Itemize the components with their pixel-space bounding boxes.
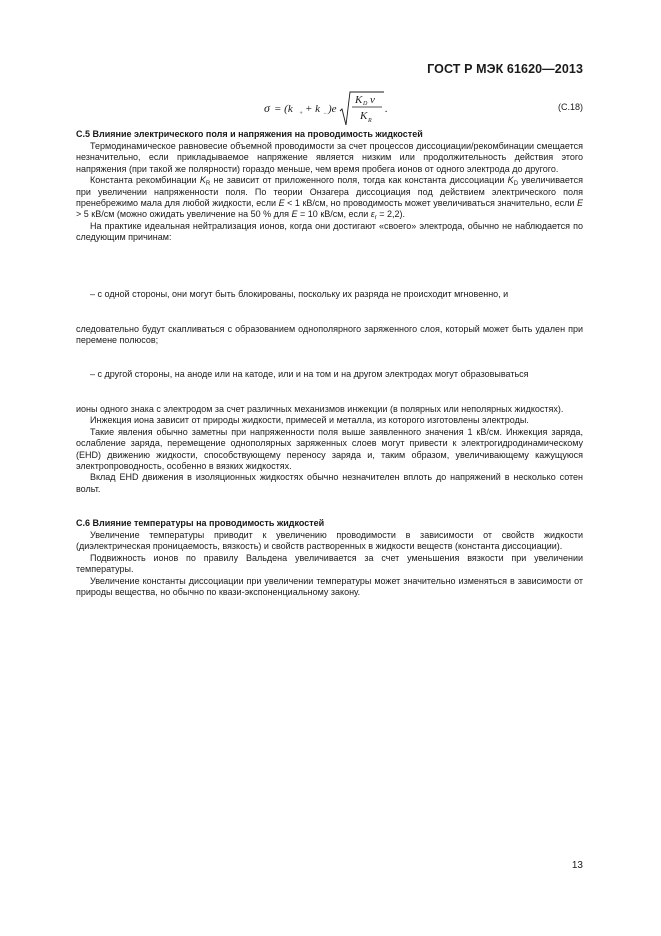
formula-plus: + k [305, 103, 321, 115]
formula-rparen-e: )e [328, 103, 337, 115]
text-run: не зависит от приложенного поля, тогда как константа диссоциации [210, 175, 508, 186]
symbol-e: E [278, 198, 285, 209]
text-run: увеличивается при увеличении напряженности поля. По теории Онзагера диссоциация под действием электрического поля пренебрежимо мала для любой жидкости, если [76, 175, 583, 209]
paragraph: Увеличение константы диссоциации при увеличении температуры может значительно изменяться в зависимости от природы вещества, но обычно по квази-экспоненциальному закону. [76, 575, 583, 598]
formula-minus-sub: − [323, 111, 328, 117]
formula-dot: . [385, 103, 388, 115]
formula-num-k: K [355, 94, 363, 106]
symbol-kd-sub: D [513, 181, 519, 188]
text-run: > 5 кВ/см (можно ожидать увеличение на 50 % для [76, 209, 292, 220]
symbol-epsilon: ε [370, 209, 375, 220]
formula-den-k: K [360, 110, 368, 122]
symbol-kr: K [199, 175, 206, 186]
equation-number: (С.18) [557, 102, 583, 112]
text-run: = 2,2). [376, 209, 405, 220]
formula-den-sub: R [368, 118, 372, 124]
symbol-e: E [291, 209, 298, 220]
paragraph: Такие явления обычно заметны при напряженности поля выше заявленного значения 1 кВ/см. Инжекция заряда, ослабление заряда, перемещение однополярных заряженных слоев могут привести к электрогидродинамическому (EHD) движению жидкости, способствующему переносу заряда и, таким образом, увеличивающему кажущуюся электропроводность, особенно в вязких жидкостях. [76, 426, 583, 472]
section-c6-title: С.6 Влияние температуры на проводимость жидкостей [76, 518, 325, 528]
section-c5-body-3 [76, 404, 583, 495]
text-run: = 10 кВ/см, если [297, 209, 371, 220]
formula-graphic [262, 89, 402, 129]
paragraph-constants [76, 175, 583, 221]
formula-sigma: σ [264, 101, 270, 115]
section-c5-body-1 [76, 141, 583, 244]
page-number: 13 [571, 860, 583, 871]
paragraph: Увеличение температуры приводит к увеличению проводимости в зависимости от свойств жидкости (диэлектрическая проницаемость, вязкость) и свойств растворенных в жидкости веществ (константа диссоциации). [76, 530, 583, 552]
list-item-text: – с одной стороны, они могут быть блокированы, поскольку их разряда не происходит мгновенно, и [90, 289, 509, 299]
text-run: < 1 кВ/см, но проводимость может увеличиваться значительно, если [284, 198, 577, 209]
formula-c18 [262, 89, 402, 129]
document-code: ГОСТ Р МЭК 61620—2013 [427, 62, 583, 76]
formula-num-sub: D [363, 101, 368, 107]
symbol-epsilon-sub: r [374, 215, 377, 222]
formula-eq-left: = (k [274, 103, 293, 115]
list-item-text: – с другой стороны, на аноде или на катоде, или и на том и на другом электродах могут образовываться [90, 369, 529, 379]
section-c5-title: С.5 Влияние электрического поля и напряжения на проводимость жидкостей [76, 129, 423, 139]
symbol-kr-sub: R [205, 181, 211, 188]
section-c6-body [76, 530, 583, 598]
paragraph: Термодинамическое равновесие объемной проводимости за счет процессов диссоциации/рекомбинации смещается незначительно, если прикладываемое напряжение является низким или продолжительность действия этого напряжения (при такой же полярности) гораздо меньше, чем время пробега ионов от одного электрода до другого. [76, 141, 583, 174]
paragraph: Подвижность ионов по правилу Вальдена увеличивается за счет уменьшения вязкости при увеличении температуры. [76, 552, 583, 575]
paragraph: ионы одного знака с электродом за счет различных механизмов инжекции (в полярных или неполярных жидкостях). [76, 404, 564, 414]
list-item-2 [76, 369, 583, 380]
symbol-e: E [576, 198, 583, 209]
formula-num-nu: ν [370, 94, 375, 106]
paragraph: Вклад EHD движения в изоляционных жидкостях обычно незначителен вплоть до напряжений в несколько сотен вольт. [76, 472, 583, 494]
text-run: Константа рекомбинации [90, 175, 200, 186]
symbol-kd: K [507, 175, 514, 186]
section-c5-body-2 [76, 324, 583, 347]
list-item-1 [76, 289, 583, 300]
formula-plus-sub: + [299, 111, 304, 117]
paragraph: следовательно будут скапливаться с образованием однополярного заряженного слоя, который может быть удален при перемене полюсов; [76, 324, 583, 346]
paragraph: На практике идеальная нейтрализация ионов, когда они достигают «своего» электрода, обычно не наблюдается по следующим причинам: [76, 220, 583, 243]
paragraph: Инжекция иона зависит от природы жидкости, примесей и металла, из которого изготовлены электроды. [90, 415, 529, 426]
